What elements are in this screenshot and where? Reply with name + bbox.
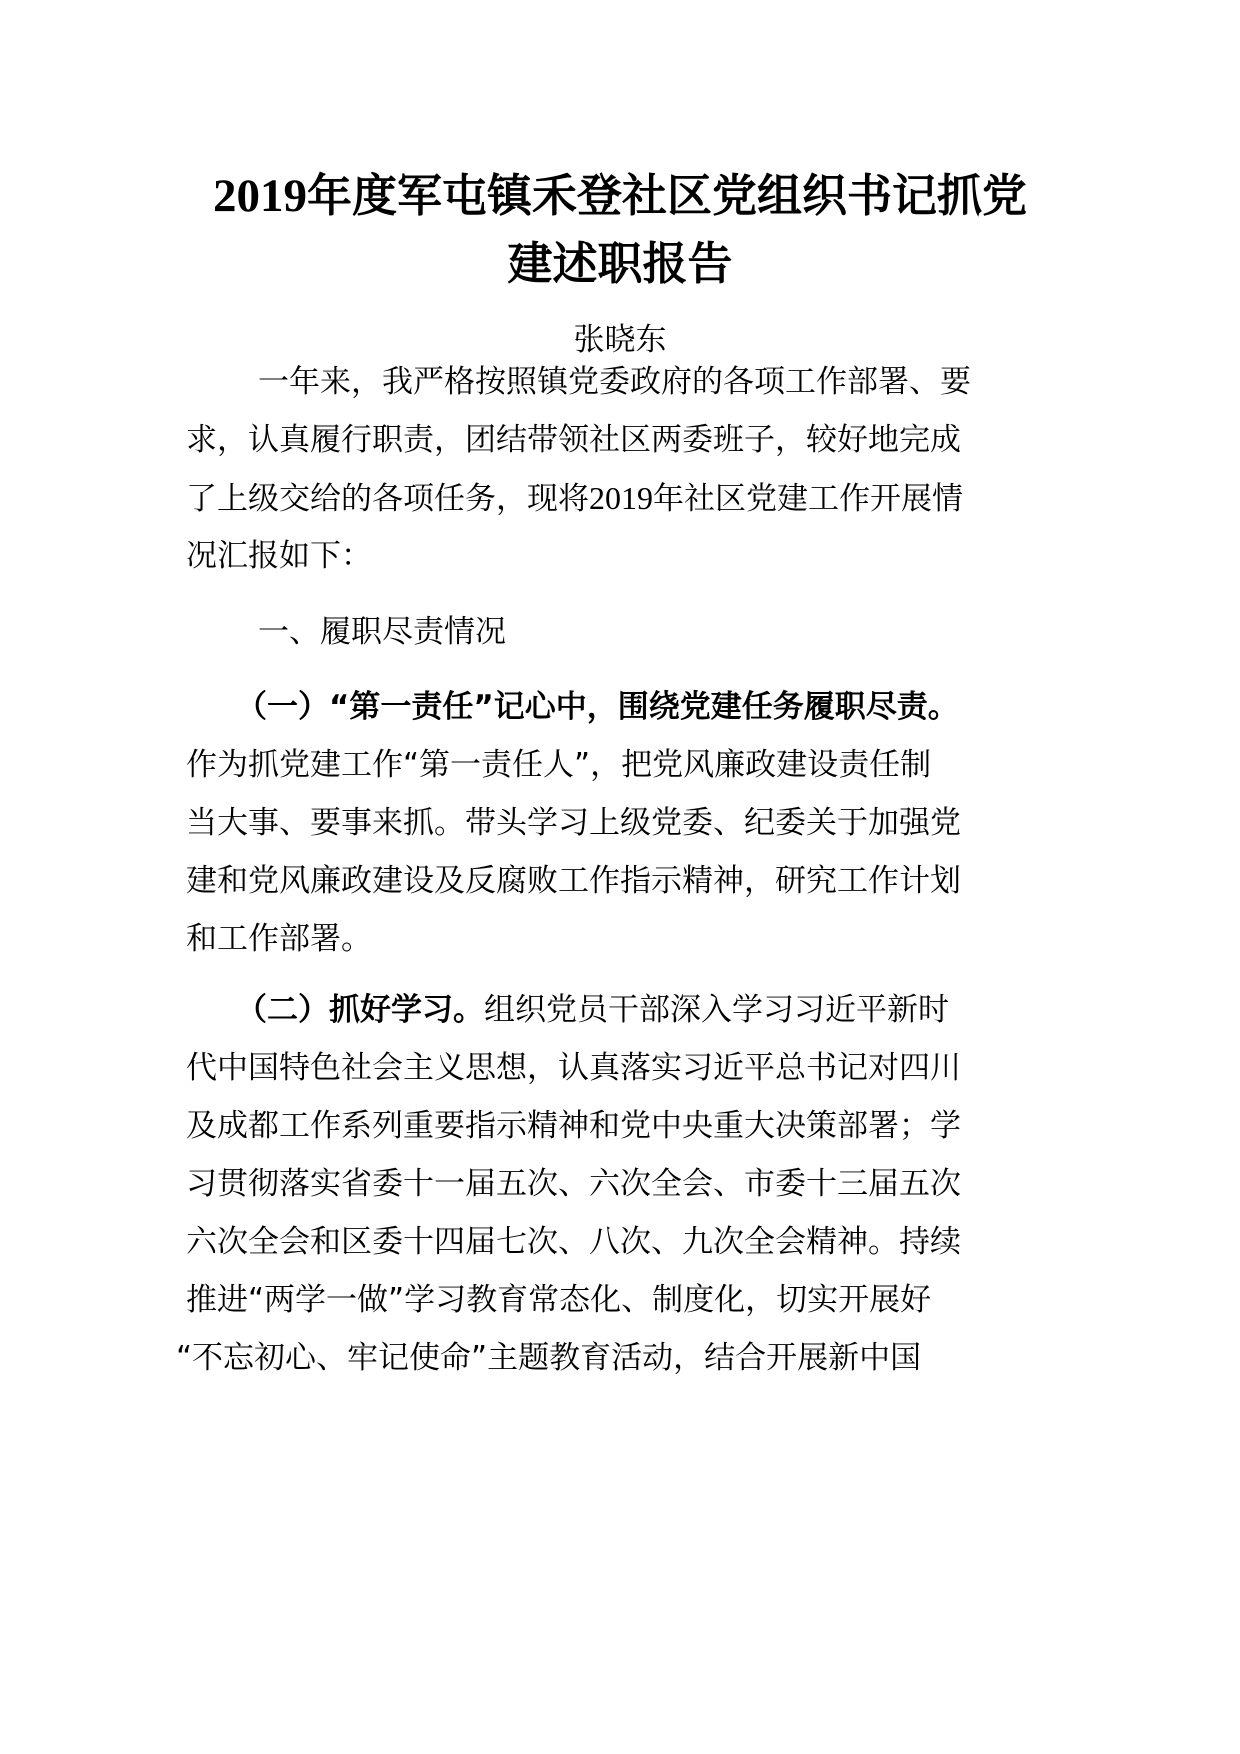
paragraph-line: 一年来，我严格按照镇党委政府的各项工作部署、要 — [258, 364, 971, 400]
paragraph-line: 六次全会和区委十四届七次、八次、九次全会精神。持续 — [186, 1224, 961, 1260]
paragraph-text: 了上级交给的各项任务，现将 — [186, 481, 589, 517]
subsection-heading: （一）“第一责任”记心中，围绕党建任务履职尽责。 — [236, 689, 959, 725]
paragraph-line: 和工作部署。 — [186, 921, 372, 957]
paragraph-line: 习贯彻落实省委十一届五次、六次全会、市委十三届五次 — [186, 1166, 961, 1202]
section-heading: 一、履职尽责情况 — [258, 614, 506, 650]
author-name: 张晓东 — [573, 322, 667, 358]
paragraph-line: 代中国特色社会主义思想，认真落实习近平总书记对四川 — [186, 1050, 961, 1086]
title-year: 2019 — [212, 170, 307, 222]
paragraph-line: “不忘初心、牢记使命”主题教育活动，结合开展新中国 — [176, 1340, 922, 1376]
paragraph-line: 及成都工作系列重要指示精神和党中央重大决策部署；学 — [186, 1108, 961, 1144]
paragraph-line — [186, 473, 963, 523]
paragraph-line: 推进“两学一做”学习教育常态化、制度化，切实开展好 — [186, 1282, 932, 1318]
paragraph-line: 况汇报如下： — [186, 538, 372, 574]
paragraph-text: 组织党员干部深入学习习近平新时 — [484, 992, 949, 1028]
paragraph-line: 作为抓党建工作“第一责任人”，把党风廉政建设责任制 — [186, 747, 932, 783]
paragraph-year: 2019 — [589, 480, 653, 516]
paragraph-line: 建和党风廉政建设及反腐败工作指示精神，研究工作计划 — [186, 863, 961, 899]
title-text: 年度军屯镇禾登社区党组织书记抓党 — [306, 169, 1027, 222]
paragraph-text: 年社区党建工作开展情 — [653, 481, 963, 517]
document-title-line-1 — [160, 165, 1080, 227]
paragraph-line — [236, 985, 949, 1035]
document-title-line-2: 建述职报告 — [507, 237, 733, 290]
paragraph-line: 当大事、要事来抓。带头学习上级党委、纪委关于加强党 — [186, 805, 961, 841]
paragraph-line: 求，认真履行职责，团结带领社区两委班子，较好地完成 — [186, 422, 961, 458]
subsection-heading: （二）抓好学习。 — [236, 992, 484, 1028]
